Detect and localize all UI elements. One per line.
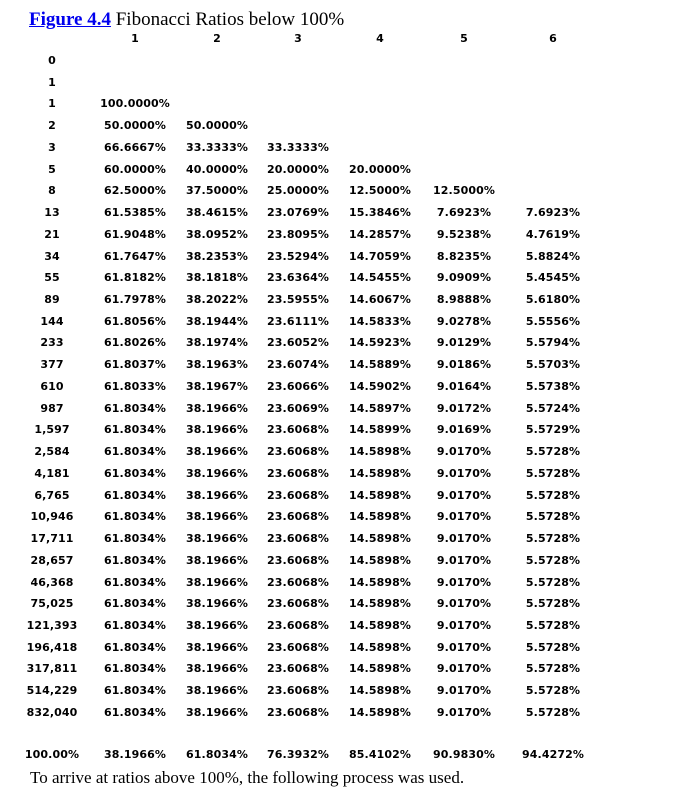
ratio-cell: 14.5899% xyxy=(349,423,411,437)
ratio-cell: 23.6066% xyxy=(267,379,329,393)
ratio-cell: 9.0172% xyxy=(436,401,492,415)
ratio-cell: 23.6364% xyxy=(267,271,329,285)
fibonacci-number-cell: 17,711 xyxy=(30,532,74,546)
ratio-cell: 23.0769% xyxy=(267,206,329,220)
ratio-cell: 23.6068% xyxy=(267,618,329,632)
ratio-cell: 23.6068% xyxy=(267,575,329,589)
summary-ratio-cell: 76.3932% xyxy=(267,748,329,761)
ratio-cell: 38.2353% xyxy=(186,249,248,263)
ratio-cell: 61.7978% xyxy=(104,293,166,307)
fibonacci-number-cell: 1 xyxy=(48,97,56,111)
ratio-cell: 61.8034% xyxy=(104,423,166,437)
ratio-cell: 14.5898% xyxy=(349,553,411,567)
ratio-cell: 9.0170% xyxy=(436,662,492,676)
ratio-cell: 60.0000% xyxy=(104,162,166,176)
ratio-cell: 23.8095% xyxy=(267,227,329,241)
ratio-cell: 20.0000% xyxy=(267,162,329,176)
ratio-cell: 61.5385% xyxy=(104,206,166,220)
ratio-cell: 14.5898% xyxy=(349,684,411,698)
fibonacci-number-cell: 2,584 xyxy=(34,445,70,459)
ratio-cell: 61.8033% xyxy=(104,379,166,393)
ratio-cell: 38.1966% xyxy=(186,488,248,502)
ratio-cell: 23.5955% xyxy=(267,293,329,307)
ratio-cell: 14.5902% xyxy=(349,379,411,393)
ratio-cell: 8.9888% xyxy=(436,293,492,307)
ratio-cell: 5.5738% xyxy=(525,379,581,393)
ratio-cell: 61.8034% xyxy=(104,662,166,676)
ratio-cell: 5.5728% xyxy=(525,466,581,480)
ratio-cell: 38.2022% xyxy=(186,293,248,307)
ratio-cell: 9.0909% xyxy=(436,271,492,285)
column-header: 5 xyxy=(460,32,468,45)
fibonacci-number-cell: 75,025 xyxy=(30,597,74,611)
ratio-cell: 9.0129% xyxy=(436,336,492,350)
ratio-cell: 38.1966% xyxy=(186,445,248,459)
ratio-cell: 5.5728% xyxy=(525,662,581,676)
ratio-cell: 38.1966% xyxy=(186,597,248,611)
fibonacci-number-cell: 377 xyxy=(40,358,64,372)
ratio-cell: 12.5000% xyxy=(349,184,411,198)
fibonacci-number-cell: 832,040 xyxy=(26,705,78,719)
summary-ratio-cell: 38.1966% xyxy=(104,748,166,761)
ratio-cell: 14.5898% xyxy=(349,510,411,524)
ratio-cell: 5.5724% xyxy=(525,401,581,415)
ratio-cell: 23.6069% xyxy=(267,401,329,415)
ratio-cell: 9.0170% xyxy=(436,597,492,611)
fibonacci-number-cell: 1 xyxy=(48,75,56,89)
figure-link[interactable]: Figure 4.4 xyxy=(29,9,111,30)
ratio-cell: 9.0170% xyxy=(436,575,492,589)
ratio-cell: 40.0000% xyxy=(186,162,248,176)
fibonacci-number-cell: 987 xyxy=(40,401,64,415)
ratio-cell: 14.5923% xyxy=(349,336,411,350)
ratio-cell: 5.5728% xyxy=(525,488,581,502)
ratio-cell: 5.5728% xyxy=(525,705,581,719)
ratio-cell: 38.1966% xyxy=(186,662,248,676)
ratio-cell: 23.6068% xyxy=(267,466,329,480)
column-header: 4 xyxy=(376,32,384,45)
fibonacci-number-cell: 13 xyxy=(44,206,60,220)
ratio-cell: 12.5000% xyxy=(433,184,495,198)
ratio-cell: 61.8026% xyxy=(104,336,166,350)
ratio-cell: 9.0170% xyxy=(436,445,492,459)
fibonacci-number-cell: 46,368 xyxy=(30,575,74,589)
summary-ratio-cell: 90.9830% xyxy=(433,748,495,761)
ratio-cell: 23.6068% xyxy=(267,445,329,459)
ratio-cell: 61.8037% xyxy=(104,358,166,372)
ratio-cell: 38.1966% xyxy=(186,618,248,632)
ratio-cell: 5.5794% xyxy=(525,336,581,350)
ratio-cell: 61.8034% xyxy=(104,401,166,415)
fibonacci-number-cell: 610 xyxy=(40,379,64,393)
ratio-cell: 9.0170% xyxy=(436,640,492,654)
fibonacci-number-cell: 317,811 xyxy=(26,662,78,676)
ratio-cell: 8.8235% xyxy=(436,249,492,263)
ratio-cell: 61.8034% xyxy=(104,705,166,719)
ratio-cell: 61.8034% xyxy=(104,445,166,459)
ratio-cell: 38.4615% xyxy=(186,206,248,220)
ratio-cell: 5.5703% xyxy=(525,358,581,372)
ratio-cell: 9.0170% xyxy=(436,510,492,524)
ratio-cell: 14.5898% xyxy=(349,445,411,459)
ratio-cell: 14.5898% xyxy=(349,466,411,480)
ratio-cell: 38.1966% xyxy=(186,423,248,437)
fibonacci-number-cell: 8 xyxy=(48,184,56,198)
ratio-cell: 9.0169% xyxy=(436,423,492,437)
ratio-cell: 61.8034% xyxy=(104,466,166,480)
ratio-cell: 23.6068% xyxy=(267,705,329,719)
ratio-cell: 38.1963% xyxy=(186,358,248,372)
ratio-cell: 62.5000% xyxy=(104,184,166,198)
ratio-cell: 7.6923% xyxy=(436,206,492,220)
ratio-cell: 14.5889% xyxy=(349,358,411,372)
ratio-cell: 9.0164% xyxy=(436,379,492,393)
summary-ratio-cell: 100.00% xyxy=(24,748,80,761)
ratio-cell: 61.8034% xyxy=(104,575,166,589)
ratio-cell: 5.5728% xyxy=(525,618,581,632)
ratio-cell: 61.9048% xyxy=(104,227,166,241)
ratio-cell: 38.1967% xyxy=(186,379,248,393)
ratio-cell: 5.5728% xyxy=(525,553,581,567)
ratio-cell: 38.1944% xyxy=(186,314,248,328)
ratio-cell: 38.1974% xyxy=(186,336,248,350)
fibonacci-number-cell: 233 xyxy=(40,336,64,350)
summary-ratio-cell: 94.4272% xyxy=(522,748,584,761)
ratio-cell: 23.6068% xyxy=(267,532,329,546)
fibonacci-number-cell: 34 xyxy=(44,249,60,263)
ratio-cell: 38.0952% xyxy=(186,227,248,241)
ratio-cell: 9.0170% xyxy=(436,488,492,502)
fibonacci-number-cell: 196,418 xyxy=(26,640,78,654)
fibonacci-number-cell: 1,597 xyxy=(34,423,70,437)
ratio-cell: 15.3846% xyxy=(349,206,411,220)
ratio-cell: 14.5898% xyxy=(349,662,411,676)
ratio-cell: 61.8056% xyxy=(104,314,166,328)
ratio-cell: 61.8034% xyxy=(104,488,166,502)
ratio-cell: 23.6111% xyxy=(267,314,329,328)
ratio-cell: 50.0000% xyxy=(186,119,248,133)
ratio-cell: 38.1966% xyxy=(186,401,248,415)
ratio-cell: 9.0170% xyxy=(436,705,492,719)
ratio-cell: 38.1966% xyxy=(186,466,248,480)
ratio-cell: 38.1966% xyxy=(186,705,248,719)
ratio-cell: 38.1966% xyxy=(186,510,248,524)
ratio-cell: 23.6068% xyxy=(267,423,329,437)
column-header: 6 xyxy=(549,32,557,45)
ratio-cell: 14.5898% xyxy=(349,532,411,546)
fibonacci-number-cell: 121,393 xyxy=(26,618,78,632)
ratio-cell: 9.0170% xyxy=(436,466,492,480)
ratio-cell: 23.6068% xyxy=(267,510,329,524)
ratio-cell: 23.6068% xyxy=(267,553,329,567)
ratio-cell: 4.7619% xyxy=(525,227,581,241)
ratio-cell: 61.8034% xyxy=(104,640,166,654)
ratio-cell: 9.0170% xyxy=(436,532,492,546)
ratio-cell: 14.5833% xyxy=(349,314,411,328)
ratio-cell: 66.6667% xyxy=(104,140,166,154)
column-header: 2 xyxy=(213,32,221,45)
fibonacci-number-cell: 144 xyxy=(40,314,64,328)
ratio-cell: 14.6067% xyxy=(349,293,411,307)
ratio-cell: 23.5294% xyxy=(267,249,329,263)
ratio-cell: 5.5728% xyxy=(525,684,581,698)
ratio-cell: 23.6068% xyxy=(267,597,329,611)
ratio-cell: 14.5898% xyxy=(349,597,411,611)
ratio-cell: 5.5728% xyxy=(525,640,581,654)
fibonacci-number-cell: 6,765 xyxy=(34,488,70,502)
fibonacci-number-cell: 10,946 xyxy=(30,510,74,524)
ratio-cell: 5.5728% xyxy=(525,575,581,589)
fibonacci-number-cell: 4,181 xyxy=(34,466,70,480)
ratio-cell: 38.1966% xyxy=(186,684,248,698)
summary-ratio-cell: 85.4102% xyxy=(349,748,411,761)
fibonacci-number-cell: 514,229 xyxy=(26,684,78,698)
ratio-cell: 5.6180% xyxy=(525,293,581,307)
ratio-cell: 14.5898% xyxy=(349,575,411,589)
ratio-cell: 14.5897% xyxy=(349,401,411,415)
ratio-cell: 5.5728% xyxy=(525,445,581,459)
ratio-cell: 9.0278% xyxy=(436,314,492,328)
ratio-cell: 9.5238% xyxy=(436,227,492,241)
ratio-cell: 9.0170% xyxy=(436,684,492,698)
fibonacci-number-cell: 21 xyxy=(44,227,60,241)
ratio-cell: 5.5556% xyxy=(525,314,581,328)
column-header: 1 xyxy=(131,32,139,45)
ratio-cell: 14.5898% xyxy=(349,705,411,719)
ratio-cell: 23.6068% xyxy=(267,684,329,698)
ratio-cell: 20.0000% xyxy=(349,162,411,176)
ratio-cell: 14.5898% xyxy=(349,640,411,654)
ratio-cell: 61.8034% xyxy=(104,597,166,611)
ratio-cell: 23.6074% xyxy=(267,358,329,372)
ratio-cell: 37.5000% xyxy=(186,184,248,198)
ratio-cell: 50.0000% xyxy=(104,119,166,133)
summary-ratio-cell: 61.8034% xyxy=(186,748,248,761)
ratio-cell: 100.0000% xyxy=(100,97,170,111)
ratio-cell: 14.2857% xyxy=(349,227,411,241)
ratio-cell: 61.8034% xyxy=(104,553,166,567)
ratio-cell: 14.7059% xyxy=(349,249,411,263)
ratio-cell: 61.7647% xyxy=(104,249,166,263)
ratio-cell: 5.4545% xyxy=(525,271,581,285)
figure-title: Fibonacci Ratios below 100% xyxy=(115,9,345,30)
footer-paragraph: To arrive at ratios above 100%, the following process was used. xyxy=(30,768,465,787)
fibonacci-number-cell: 55 xyxy=(44,271,60,285)
ratio-cell: 5.5729% xyxy=(525,423,581,437)
fibonacci-number-cell: 28,657 xyxy=(30,553,74,567)
ratio-cell: 23.6068% xyxy=(267,662,329,676)
ratio-cell: 38.1966% xyxy=(186,640,248,654)
ratio-cell: 9.0170% xyxy=(436,553,492,567)
fibonacci-number-cell: 5 xyxy=(48,162,56,176)
ratio-cell: 38.1966% xyxy=(186,553,248,567)
ratio-cell: 38.1966% xyxy=(186,575,248,589)
ratio-cell: 33.3333% xyxy=(186,140,248,154)
ratio-cell: 7.6923% xyxy=(525,206,581,220)
ratio-cell: 33.3333% xyxy=(267,140,329,154)
ratio-cell: 5.5728% xyxy=(525,510,581,524)
ratio-cell: 61.8034% xyxy=(104,684,166,698)
ratio-cell: 38.1966% xyxy=(186,532,248,546)
ratio-cell: 14.5898% xyxy=(349,488,411,502)
ratio-cell: 9.0186% xyxy=(436,358,492,372)
ratio-cell: 9.0170% xyxy=(436,618,492,632)
column-header: 3 xyxy=(294,32,302,45)
fibonacci-number-cell: 2 xyxy=(48,119,56,133)
ratio-cell: 5.8824% xyxy=(525,249,581,263)
fibonacci-number-cell: 0 xyxy=(48,54,56,67)
ratio-cell: 5.5728% xyxy=(525,532,581,546)
fibonacci-number-cell: 89 xyxy=(44,293,60,307)
ratio-cell: 23.6068% xyxy=(267,488,329,502)
ratio-cell: 61.8182% xyxy=(104,271,166,285)
ratio-cell: 14.5455% xyxy=(349,271,411,285)
ratio-cell: 61.8034% xyxy=(104,618,166,632)
ratio-cell: 23.6052% xyxy=(267,336,329,350)
ratio-cell: 25.0000% xyxy=(267,184,329,198)
fibonacci-number-cell: 3 xyxy=(48,140,56,154)
ratio-cell: 5.5728% xyxy=(525,597,581,611)
ratio-cell: 14.5898% xyxy=(349,618,411,632)
ratio-cell: 61.8034% xyxy=(104,510,166,524)
ratio-cell: 38.1818% xyxy=(186,271,248,285)
ratio-cell: 61.8034% xyxy=(104,532,166,546)
ratio-cell: 23.6068% xyxy=(267,640,329,654)
